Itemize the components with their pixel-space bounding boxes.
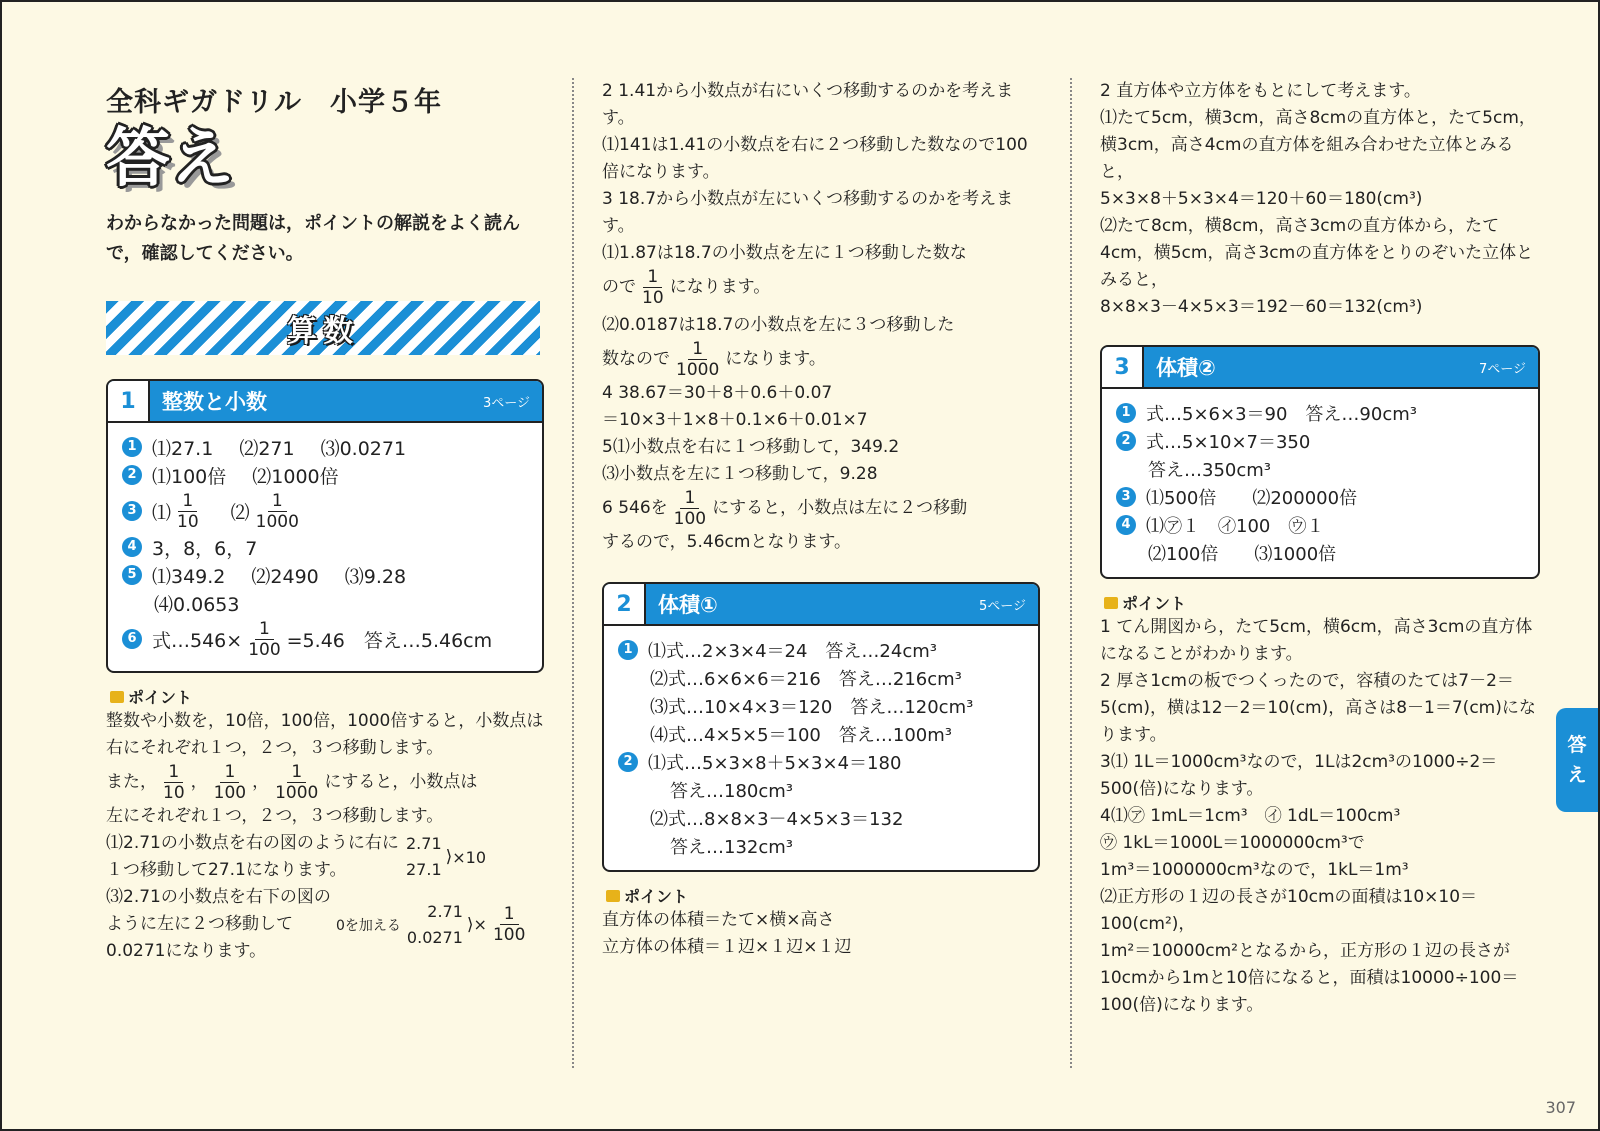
answer-value: =5.46 答え…5.46cm	[286, 629, 493, 652]
point-label: ポイント	[624, 887, 689, 906]
point-label: ポイント	[1122, 594, 1187, 613]
point-text: 直方体の体積＝たて×横×高さ	[602, 910, 835, 930]
point-text: ⑴2.71の小数点を右の図のように右に１つ移動して27.1になります。	[106, 833, 399, 880]
point-label: ポイント	[128, 688, 193, 707]
box-body	[108, 423, 542, 671]
box-body	[604, 626, 1038, 870]
answer-row: 3 ⑴500倍 ⑵200000倍	[1116, 483, 1524, 511]
circled-number-icon: 1	[618, 640, 638, 660]
point-text: 整数や小数を，10倍，100倍，1000倍すると，小数点は右にそれぞれ１つ，２つ，３つ移動します。	[106, 711, 544, 758]
box-number: 3	[1102, 347, 1144, 387]
fraction: $\frac{1}{10}$	[177, 490, 199, 532]
explanation-text: ⑵たて8cm，横8cm，高さ3cmの直方体から，たて4cm，横5cm，高さ3cmの直方体をとりのぞいた立体とみると，	[1100, 216, 1534, 290]
circled-number-icon: 2	[1116, 431, 1136, 451]
explanation-text: 4 38.67＝30＋8＋0.6＋0.07	[602, 383, 833, 403]
answer-row	[122, 433, 528, 461]
answer-row: ⑷式…4×5×5＝100 答え…100m³	[650, 725, 952, 746]
box-title: 体積②	[1156, 356, 1216, 380]
answer-row	[122, 589, 528, 617]
box-title: 整数と小数	[162, 390, 267, 414]
answer-row: 答え…180cm³	[670, 781, 794, 802]
circled-number-icon: 1	[1116, 403, 1136, 423]
column-divider	[572, 78, 574, 1068]
fraction: $\frac{1}{1000}$	[676, 339, 720, 380]
box-page: 5ページ	[978, 598, 1026, 614]
explanation-text: ⑴たて5cm，横3cm，高さ8cmの直方体と，たて5cm，横3cm，高さ4cmの直方体を組み合わせた立体とみると，	[1100, 108, 1536, 182]
fraction: $\frac{1}{10}$	[642, 267, 664, 308]
circled-number-icon: 6	[122, 629, 142, 649]
answer-row	[122, 533, 528, 561]
circled-number-icon: 5	[122, 565, 142, 585]
speaker-icon	[1104, 597, 1118, 609]
point-with-diagram	[106, 884, 544, 965]
point-heading	[106, 685, 544, 708]
book-title: 全科ギガドリル 小学５年	[106, 87, 442, 118]
answer-side-tab[interactable]	[1556, 708, 1598, 812]
fraction: $\frac{1}{1000}$	[275, 762, 319, 803]
circled-number-icon: 2	[122, 465, 142, 485]
point-heading	[602, 884, 1040, 907]
explanation-text: 8×8×3－4×5×3＝192－60＝132(cm³)	[1100, 297, 1423, 317]
side-tab-label: 答	[1567, 734, 1587, 756]
point-text: また， $\frac{1}{10}$ ， $\frac{1}{100}$ ， $\frac{1}{1000}$ にすると，小数点は	[106, 762, 478, 803]
answer-value: ⑴349.2	[152, 565, 226, 588]
column-left	[106, 72, 544, 965]
answer-value: 3，8，6，7	[152, 537, 258, 560]
point-heading	[1100, 591, 1540, 614]
speaker-icon	[606, 890, 620, 902]
explanation-text: ⑴1.87は18.7の小数点を左に１つ移動した数な	[602, 243, 967, 263]
column-middle	[602, 78, 1040, 961]
answer-value: ⑵1000倍	[252, 465, 339, 488]
point-text: 2 厚さ1cmの板でつくったので，容積のたては7－2＝5(cm)，横は12－2＝10(cm)，高さは8－1＝7(cm)になります。	[1100, 671, 1536, 745]
explanation-text: ⑴141は1.41の小数点を右に２つ移動した数なので100倍になります。	[602, 135, 1028, 182]
circled-number-icon: 4	[122, 537, 142, 557]
answer-title: 答え	[106, 122, 234, 196]
explanation-text: 6 546を $\frac{1}{100}$ にすると，小数点は左に２つ移動	[602, 488, 968, 529]
fraction: $\frac{1}{10}$	[163, 762, 185, 803]
explanation-text: するので，5.46cmとなります。	[602, 532, 852, 552]
answer-value: ⑴100倍	[152, 465, 227, 488]
box-number: 1	[108, 381, 150, 421]
answer-row: ⑶式…10×4×3＝120 答え…120cm³	[650, 697, 974, 718]
point-with-diagram	[106, 830, 544, 884]
answer-value: ⑶9.28	[344, 565, 407, 588]
answer-row: 2 ⑴式…5×3×8＋5×3×4＝180	[618, 748, 1024, 776]
circled-number-icon: 3	[122, 501, 142, 521]
answer-row: 1 ⑴式…2×3×4＝24 答え…24cm³	[618, 636, 1024, 664]
explanation-text: 数なので $\frac{1}{1000}$ になります。	[602, 339, 826, 380]
explanation-text: ので $\frac{1}{10}$ になります。	[602, 267, 771, 308]
answer-value: ⑵271	[239, 437, 295, 460]
fraction: $\frac{1}{100}$	[213, 762, 247, 803]
answer-row	[122, 617, 528, 661]
explanation-text: 5×3×8＋5×3×4＝120＋60＝180(cm³)	[1100, 189, 1423, 209]
intro-text: わからなかった問題は，ポイントの解説をよく読んで，確認してください。	[106, 213, 520, 264]
point-text: 3⑴ 1L＝1000cm³なので，1Lは2cm³の1000÷2＝500(倍)になります。	[1100, 752, 1498, 799]
answer-box-2	[602, 582, 1040, 872]
explanation-text: 2 1.41から小数点が右にいくつ移動するのかを考えます。	[602, 81, 1014, 128]
point-text: 1 てん開図から，たて5cm，横6cm，高さ3cmの直方体になることがわかります。	[1100, 617, 1533, 664]
subject-label: 算数	[287, 314, 359, 349]
circled-number-icon: 1	[122, 437, 142, 457]
answer-row	[122, 561, 528, 589]
decimal-shift-diagram: 2.71 27.1 ⟩ ×10	[406, 834, 487, 879]
explanation-text: 2 直方体や立方体をもとにして考えます。	[1100, 81, 1421, 101]
point-text: 4⑴㋐ 1mL＝1cm³ ㋑ 1dL＝100cm³	[1100, 806, 1401, 826]
circled-number-icon: 2	[618, 752, 638, 772]
point-text: ⑵正方形の１辺の長さが10cmの面積は10×10＝100(cm²)，	[1100, 887, 1478, 934]
answer-row: ⑵式…6×6×6＝216 答え…216cm³	[650, 669, 962, 690]
answer-value: ⑶0.0271	[320, 437, 407, 460]
point-text: 1m²＝10000cm²となるから，正方形の１辺の長さが10cmから1mと10倍になると，面積は10000÷100＝100(倍)になります。	[1100, 941, 1519, 1015]
answer-row	[122, 489, 528, 533]
fraction: $\frac{1}{100}$	[248, 618, 281, 660]
box-title: 体積①	[658, 593, 718, 617]
answer-value: 式…546×	[152, 629, 243, 652]
answer-value: ⑵2490	[251, 565, 319, 588]
answer-row: 2 式…5×10×7＝350	[1116, 427, 1524, 455]
point-text: ㋒ 1kL＝1000L＝1000000cm³で	[1100, 833, 1365, 853]
answer-label: ⑵	[230, 501, 250, 524]
answer-row: 1 式…5×6×3＝90 答え…90cm³	[1116, 399, 1524, 427]
answer-row	[122, 461, 528, 489]
decimal-shift-diagram: 0を加える 2.71 0.0271 ⟩ × $\frac{1}{100}$	[336, 884, 531, 965]
subject-banner	[106, 301, 540, 355]
box-page: 7ページ	[1478, 361, 1526, 377]
circled-number-icon: 4	[1116, 515, 1136, 535]
fraction: $\frac{1}{100}$	[673, 488, 707, 529]
box-header	[108, 381, 542, 423]
point-text: ⑶2.71の小数点を右下の図のように左に２つ移動して0.0271になります。	[106, 887, 331, 961]
explanation-text: 3 18.7から小数点が左にいくつ移動するのかを考えます。	[602, 189, 1014, 236]
answer-row: ⑵100倍 ⑶1000倍	[1148, 544, 1337, 565]
answer-value: ⑷0.0653	[154, 593, 240, 616]
answer-row: 4 ⑴㋐１ ㋑100 ㋒１	[1116, 511, 1524, 539]
explanation-text: ＝10×3＋1×8＋0.1×6＋0.01×7	[602, 410, 868, 430]
point-text: 1m³＝1000000cm³なので，1kL＝1m³	[1100, 860, 1409, 880]
explanation-text: ⑵0.0187は18.7の小数点を左に３つ移動した	[602, 315, 955, 335]
answer-row: 答え…350cm³	[1148, 460, 1272, 481]
fraction: $\frac{1}{100}$	[492, 904, 526, 945]
answer-box-1	[106, 379, 544, 673]
point-text: 立方体の体積＝１辺×１辺×１辺	[602, 937, 852, 957]
box-header	[1102, 347, 1538, 389]
page-number: 307	[1545, 1098, 1576, 1117]
point-text: 左にそれぞれ１つ，２つ，３つ移動します。	[106, 806, 444, 826]
side-tab-label: え	[1567, 764, 1587, 786]
fraction: $\frac{1}{1000}$	[255, 490, 299, 532]
circled-number-icon: 3	[1116, 487, 1136, 507]
answer-row: 答え…132cm³	[670, 837, 794, 858]
explanation-text: ⑶小数点を左に１つ移動して，9.28	[602, 464, 878, 484]
answer-box-3	[1100, 345, 1540, 579]
answer-value: ⑴27.1	[152, 437, 214, 460]
explanation-text: 5⑴小数点を右に１つ移動して，349.2	[602, 437, 900, 457]
answer-label: ⑴	[152, 501, 172, 524]
column-right	[1100, 78, 1540, 1019]
speaker-icon	[110, 691, 124, 703]
column-divider	[1070, 78, 1072, 1068]
box-page: 3ページ	[482, 395, 530, 411]
answer-row: ⑵式…8×8×3－4×5×3＝132	[650, 809, 904, 830]
box-header	[604, 584, 1038, 626]
box-body	[1102, 389, 1538, 577]
box-number: 2	[604, 584, 646, 624]
